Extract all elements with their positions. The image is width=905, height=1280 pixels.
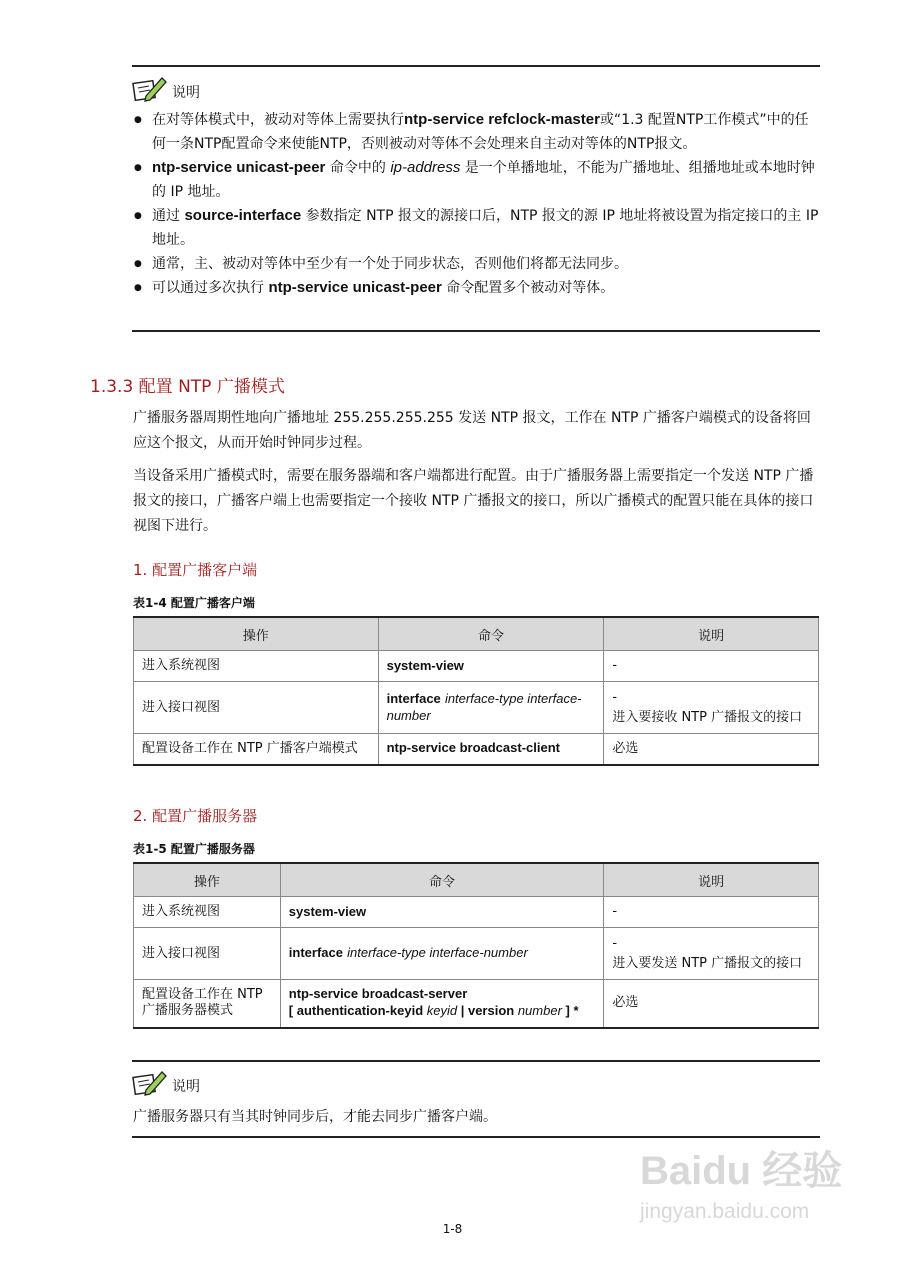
cell-op: 进入系统视图 — [134, 651, 379, 682]
list-item: ● ntp-service unicast-peer 命令中的 ip-address 是一个单播地址，不能为广播地址、组播地址或本地时钟的 IP 地址。 — [132, 156, 822, 204]
table2-caption: 表1-5 配置广播服务器 — [133, 842, 255, 856]
cell-op: 配置设备工作在 NTP 广播服务器模式 — [134, 980, 281, 1028]
note-top-rule — [132, 65, 820, 67]
col-header-description: 说明 — [604, 617, 819, 651]
table-header-row — [134, 617, 819, 651]
col-header-command: 命令 — [280, 863, 604, 897]
list-item: ● 在对等体模式中，被动对等体上需要执行ntp-service refclock-master或“1.3 配置NTP工作模式”中的任何一条NTP配置命令来使能NTP，否则被动对等体不会处理来自主动对等体的NTP报文。 — [132, 108, 822, 156]
note-bottom-header — [132, 1068, 200, 1096]
cell-cmd: ntp-service broadcast-client — [378, 734, 604, 765]
sub2-heading: 2. 配置广播服务器 — [133, 807, 258, 825]
cell-op: 进入接口视图 — [134, 682, 379, 734]
section-para-1: 广播服务器周期性地向广播地址 255.255.255.255 发送 NTP 报文，工作在 NTP 广播客户端模式的设备将回应这个报文，从而开始时钟同步过程。 — [133, 410, 811, 451]
note-pencil-icon — [132, 74, 168, 102]
table-row — [134, 928, 819, 980]
col-header-operation: 操作 — [134, 617, 379, 651]
note-bottom-title: 说明 — [172, 1079, 200, 1095]
col-header-operation: 操作 — [134, 863, 281, 897]
table-row — [134, 897, 819, 928]
cell-desc: 必选 — [604, 734, 819, 765]
cell-desc: - 进入要接收 NTP 广播报文的接口 — [604, 682, 819, 734]
baidu-watermark: Baidu 经验 jingyan.baidu.com — [640, 1149, 843, 1223]
section-para-2: 当设备采用广播模式时，需要在服务器端和客户端都进行配置。由于广播服务器上需要指定一个发送 NTP 广播报文的接口，广播客户端上也需要指定一个接收 NTP 广播报文的接口，所以广播模式的配置只能在具体的接口视图下进行。 — [133, 468, 814, 534]
col-header-description: 说明 — [604, 863, 819, 897]
table-row — [134, 651, 819, 682]
list-item: ● 通常，主、被动对等体中至少有一个处于同步状态，否则他们将都无法同步。 — [132, 252, 822, 276]
cell-op: 进入系统视图 — [134, 897, 281, 928]
table-header-row — [134, 863, 819, 897]
cell-desc: - — [604, 897, 819, 928]
col-header-command: 命令 — [378, 617, 604, 651]
table-broadcast-client — [133, 616, 819, 766]
cell-op: 进入接口视图 — [134, 928, 281, 980]
table-row — [134, 682, 819, 734]
sub1-heading: 1. 配置广播客户端 — [133, 561, 258, 579]
cell-cmd: ntp-service broadcast-server [ authentication-keyid keyid | version number ] * — [280, 980, 604, 1028]
note-bottom-text: 广播服务器只有当其时钟同步后，才能去同步广播客户端。 — [133, 1109, 497, 1125]
section-heading: 1.3.3 配置 NTP 广播模式 — [90, 377, 285, 397]
table-row — [134, 980, 819, 1028]
note-top-list — [132, 108, 822, 300]
cell-desc: 必选 — [604, 980, 819, 1028]
note-bottom-rule-bottom — [132, 1136, 820, 1138]
note-top-title: 说明 — [172, 85, 200, 101]
cell-desc: - — [604, 651, 819, 682]
table1-caption: 表1-4 配置广播客户端 — [133, 596, 255, 610]
cell-cmd: interface interface-type interface-number — [280, 928, 604, 980]
cell-cmd: system-view — [280, 897, 604, 928]
page-number: 1-8 — [442, 1222, 463, 1236]
cell-cmd: interface interface-type interface-number — [378, 682, 604, 734]
table-row — [134, 734, 819, 765]
note-top-rule-bottom — [132, 330, 820, 332]
note-pencil-icon — [132, 1068, 168, 1096]
note-bottom-rule — [132, 1060, 820, 1062]
note-top-header — [132, 74, 200, 102]
cell-op: 配置设备工作在 NTP 广播客户端模式 — [134, 734, 379, 765]
cell-cmd: system-view — [378, 651, 604, 682]
list-item: ● 可以通过多次执行 ntp-service unicast-peer 命令配置多个被动对等体。 — [132, 276, 822, 300]
cell-desc: - 进入要发送 NTP 广播报文的接口 — [604, 928, 819, 980]
table-broadcast-server — [133, 862, 819, 1029]
list-item: ● 通过 source-interface 参数指定 NTP 报文的源接口后，NTP 报文的源 IP 地址将被设置为指定接口的主 IP 地址。 — [132, 204, 822, 252]
